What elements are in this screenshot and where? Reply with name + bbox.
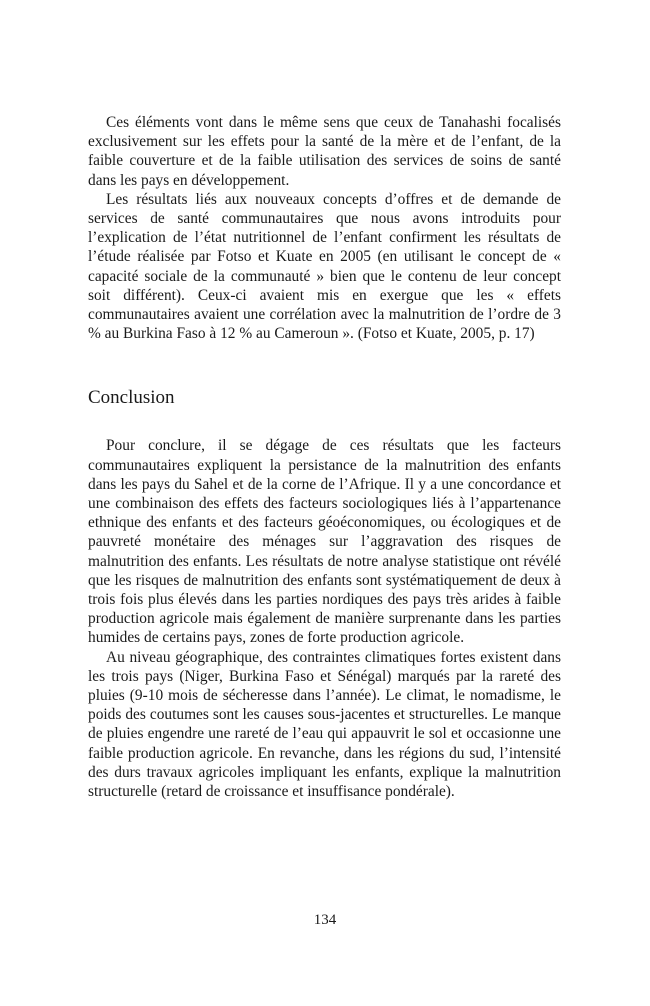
page-number: 134 (313, 912, 337, 928)
intro-paragraph-1: Ces éléments vont dans le même sens que ceux de Tanahashi focalisés exclusivement sur les effets pour la santé de la mère et de l’enfant, de la faible couverture et de la faible utilisation des services de soins de santé dans les pays en développement. (88, 114, 561, 189)
page-content (88, 113, 561, 801)
conclusion-paragraph-2: Au niveau géographique, des contraintes climatiques fortes existent dans les trois pays (Niger, Burkina Faso et Sénégal) marqués par la rareté des pluies (9-10 mois de sécheresse dans l’année). Le climat, le nomadisme, le poids des coutumes sont les causes sous-jacentes et structurelles. Le manque de pluies engendre une rareté de l’eau qui appauvrit le sol et occasionne une faible production agricole. En revanche, dans les régions du sud, l’intensité des durs travaux agricoles impliquant les enfants, explique la malnutrition structurelle (retard de croissance et insuffisance pondérale). (88, 648, 561, 801)
section-heading-conclusion: Conclusion (88, 387, 175, 409)
conclusion-paragraph-1: Pour conclure, il se dégage de ces résultats que les facteurs communautaires expliquent la persistance de la malnutrition des enfants dans les pays du Sahel et de la corne de l’Afrique. Il y a une concordance et une combinaison des effets des facteurs sociologiques liés à l’appartenance ethnique des enfants et des facteurs géoéconomiques, ou écologiques et de pauvreté monétaire des ménages sur l’aggravation des risques de malnutrition des enfants. Les résultats de notre analyse statistique ont révélé que les risques de malnutrition des enfants sont systématiquement de deux à trois fois plus élevés dans les parties nordiques des pays très arides à faible production agricole mais également de manière surprenante dans les parties humides de certains pays, zones de forte production agricole. (88, 437, 561, 647)
intro-paragraph-2: Les résultats liés aux nouveaux concepts d’offres et de demande de services de santé communautaires que nous avons introduits pour l’explication de l’état nutritionnel de l’enfant confirment les résultats de l’étude réalisée par Fotso et Kuate en 2005 (en utilisant le concept de « capacité sociale de la communauté » bien que le contenu de leur concept soit différent). Ceux-ci avaient mis en exergue que les « effets communautaires avaient une corrélation avec la malnutrition de l’ordre de 3 % au Burkina Faso à 12 % au Cameroun ». (Fotso et Kuate, 2005, p. 17) (88, 190, 561, 343)
conclusion-body (88, 436, 561, 801)
